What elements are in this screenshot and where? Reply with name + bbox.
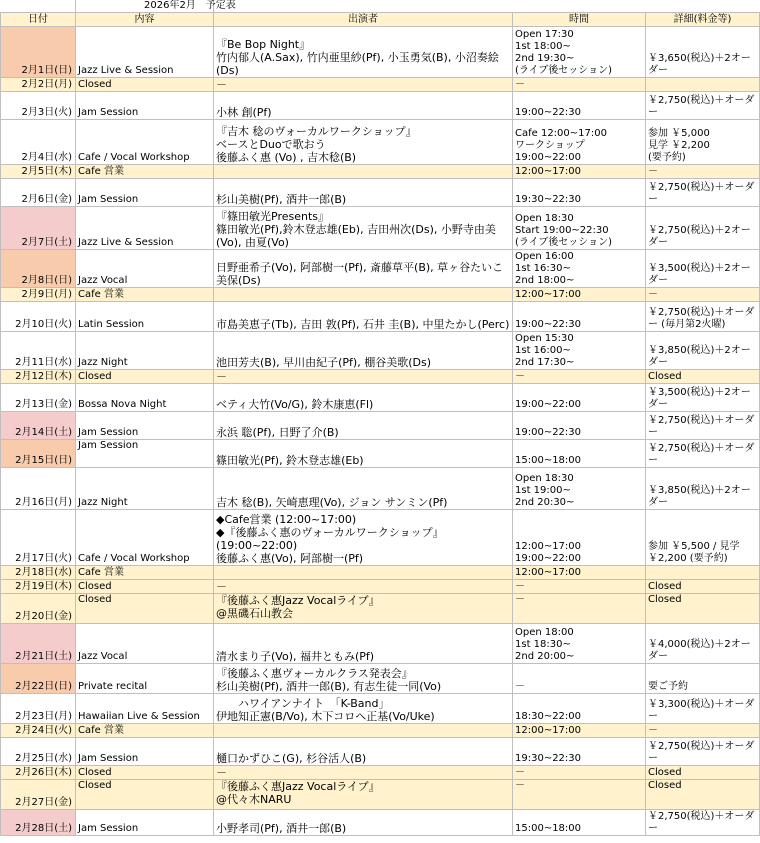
table-row	[1, 624, 760, 664]
cell-date: 2月4日(水)	[1, 120, 76, 165]
cell-time: －	[513, 664, 646, 694]
cell-date: 2月5日(木)	[1, 165, 76, 179]
cell-performers: 『篠田敏光Presents』 篠田敏光(Pf),鈴木登志雄(Eb), 吉田州次(Ds), 小野寺由美(Vo), 由夏(Vo)	[214, 207, 513, 250]
table-row	[1, 332, 760, 370]
cell-time: 15:00~18:00	[513, 810, 646, 836]
cell-date: 2月3日(火)	[1, 92, 76, 120]
cell-time: －	[513, 766, 646, 780]
cell-date: 2月15日(日)	[1, 440, 76, 468]
cell-content: Cafe / Vocal Workshop	[76, 510, 214, 566]
cell-performers: 小林 創(Pf)	[214, 92, 513, 120]
header-detail: 詳細(料金等)	[646, 13, 760, 27]
cell-time: 12:00~17:00	[513, 288, 646, 302]
cell-detail: 参加 ￥5,000 見学 ￥2,200 (要予約)	[646, 120, 760, 165]
cell-time: 19:30~22:30	[513, 738, 646, 766]
cell-date: 2月7日(土)	[1, 207, 76, 250]
cell-performers: －	[214, 78, 513, 92]
cell-time: Open 18:30 Start 19:00~22:30 (ライブ後セッション)	[513, 207, 646, 250]
cell-date: 2月26日(木)	[1, 766, 76, 780]
cell-detail: ￥3,650(税込)＋2オーダー	[646, 27, 760, 78]
cell-date: 2月17日(火)	[1, 510, 76, 566]
cell-content: Jazz Night	[76, 468, 214, 510]
cell-performers: 『吉木 稔のヴォーカルワークショップ』 ベースとDuoで歌おう 後藤ふく惠 (Vo) , 吉木稔(B)	[214, 120, 513, 165]
cell-content: Cafe 営業	[76, 165, 214, 179]
cell-detail: ￥3,500(税込)＋2オーダー	[646, 384, 760, 412]
table-row	[1, 566, 760, 580]
cell-performers: －	[214, 766, 513, 780]
cell-performers: 日野亜希子(Vo), 阿部樹一(Pf), 斎藤草平(B), 草ヶ谷たいこ美保(Ds)	[214, 250, 513, 288]
cell-performers: －	[214, 580, 513, 594]
cell-detail: Closed	[646, 766, 760, 780]
cell-time: 19:00~22:00	[513, 384, 646, 412]
cell-time: －	[513, 594, 646, 624]
cell-detail: ￥3,500(税込)＋2オーダー	[646, 250, 760, 288]
cell-date: 2月28日(土)	[1, 810, 76, 836]
cell-content: Jazz Vocal	[76, 624, 214, 664]
cell-performers: ベティ大竹(Vo/G), 鈴木康恵(Fl)	[214, 384, 513, 412]
cell-performers: 『後藤ふく惠Jazz Vocalライブ』 @代々木NARU	[214, 780, 513, 810]
cell-content: Jazz Live & Session	[76, 207, 214, 250]
header-time: 時間	[513, 13, 646, 27]
cell-time: 12:00~17:00	[513, 566, 646, 580]
cell-detail: Closed	[646, 580, 760, 594]
cell-content: Jam Session	[76, 810, 214, 836]
cell-performers: 『Be Bop Night』 竹内郁人(A.Sax), 竹内亜里紗(Pf), 小玉勇気(B), 小沼奏絵(Ds)	[214, 27, 513, 78]
cell-content: Cafe 営業	[76, 724, 214, 738]
table-row	[1, 179, 760, 207]
cell-content: Jam Session	[76, 412, 214, 440]
cell-date: 2月18日(水)	[1, 566, 76, 580]
cell-date: 2月20日(金)	[1, 594, 76, 624]
table-row	[1, 664, 760, 694]
table-row	[1, 370, 760, 384]
cell-content: Jam Session	[76, 440, 214, 468]
table-row	[1, 440, 760, 468]
cell-performers: 『後藤ふく惠Jazz Vocalライブ』 @黒磯石山教会	[214, 594, 513, 624]
table-row	[1, 165, 760, 179]
table-row	[1, 738, 760, 766]
cell-content: Closed	[76, 594, 214, 624]
cell-date: 2月14日(土)	[1, 412, 76, 440]
cell-detail: Closed	[646, 370, 760, 384]
table-row	[1, 694, 760, 724]
cell-date: 2月10日(火)	[1, 302, 76, 332]
cell-date: 2月12日(木)	[1, 370, 76, 384]
table-row	[1, 780, 760, 810]
table-row	[1, 766, 760, 780]
cell-date: 2月23日(月)	[1, 694, 76, 724]
cell-performers: ◆Cafe営業 (12:00~17:00) ◆『後藤ふく惠のヴォーカルワークショップ』 (19:00~22:00) 後藤ふく惠(Vo), 阿部樹一(Pf)	[214, 510, 513, 566]
cell-detail: ￥2,750(税込)＋オーダー	[646, 738, 760, 766]
cell-detail: －	[646, 288, 760, 302]
cell-content: Bossa Nova Night	[76, 384, 214, 412]
table-row	[1, 27, 760, 78]
cell-date: 2月2日(月)	[1, 78, 76, 92]
cell-content: Jazz Vocal	[76, 250, 214, 288]
cell-performers	[214, 165, 513, 179]
cell-performers: 清水まり子(Vo), 福井ともみ(Pf)	[214, 624, 513, 664]
cell-time: －	[513, 580, 646, 594]
table-row	[1, 384, 760, 412]
table-row	[1, 288, 760, 302]
cell-time: Open 15:30 1st 16:00~ 2nd 17:30~	[513, 332, 646, 370]
cell-performers: －	[214, 370, 513, 384]
cell-performers: 永浜 聡(Pf), 日野了介(B)	[214, 412, 513, 440]
cell-detail: ￥3,850(税込)＋2オーダー	[646, 332, 760, 370]
cell-time: 12:00~17:00 19:00~22:00	[513, 510, 646, 566]
table-row	[1, 120, 760, 165]
cell-time: Cafe 12:00~17:00 ワークショップ 19:00~22:00	[513, 120, 646, 165]
cell-performers: 篠田敏光(Pf), 鈴木登志雄(Eb)	[214, 440, 513, 468]
cell-time: 19:00~22:30	[513, 412, 646, 440]
cell-time: 18:30~22:00	[513, 694, 646, 724]
table-row	[1, 207, 760, 250]
table-row	[1, 468, 760, 510]
cell-detail: Closed	[646, 594, 760, 624]
cell-date: 2月21日(土)	[1, 624, 76, 664]
cell-time: 19:30~22:30	[513, 179, 646, 207]
cell-performers: ハワイアンナイト 「K-Band」 伊地知正憲(B/Vo), 木下コロヘ正基(Vo/Uke)	[214, 694, 513, 724]
cell-detail	[646, 78, 760, 92]
cell-detail: －	[646, 724, 760, 738]
cell-content: Jam Session	[76, 738, 214, 766]
cell-performers: 樋口かずひこ(G), 杉谷活人(B)	[214, 738, 513, 766]
table-row	[1, 302, 760, 332]
cell-time: Open 17:30 1st 18:00~ 2nd 19:30~ (ライブ後セッション)	[513, 27, 646, 78]
cell-performers: 池田芳夫(B), 早川由紀子(Pf), 棚谷美歌(Ds)	[214, 332, 513, 370]
cell-time: Open 18:00 1st 18:30~ 2nd 20:00~	[513, 624, 646, 664]
cell-time: 19:00~22:30	[513, 302, 646, 332]
cell-content: Jam Session	[76, 179, 214, 207]
cell-detail: 要ご予約	[646, 664, 760, 694]
table-row	[1, 250, 760, 288]
cell-content: Closed	[76, 780, 214, 810]
cell-detail: ￥2,750(税込)＋オーダー (毎月第2火曜)	[646, 302, 760, 332]
cell-content: Jam Session	[76, 92, 214, 120]
cell-detail: ￥3,300(税込)＋オーダー	[646, 694, 760, 724]
cell-date: 2月27日(金)	[1, 780, 76, 810]
cell-detail: －	[646, 165, 760, 179]
table-row	[1, 594, 760, 624]
cell-date: 2月8日(日)	[1, 250, 76, 288]
header-date: 日付	[1, 13, 76, 27]
cell-date: 2月19日(木)	[1, 580, 76, 594]
cell-performers: 市島美恵子(Tb), 吉田 敦(Pf), 石井 圭(B), 中里たかし(Perc)	[214, 302, 513, 332]
cell-time: －	[513, 780, 646, 810]
cell-content: Jazz Live & Session	[76, 27, 214, 78]
cell-performers: 小野孝司(Pf), 酒井一郎(B)	[214, 810, 513, 836]
cell-performers	[214, 566, 513, 580]
table-row	[1, 510, 760, 566]
cell-detail: ￥4,000(税込)＋2オーダー	[646, 624, 760, 664]
cell-time: －	[513, 370, 646, 384]
cell-performers: 杉山美樹(Pf), 酒井一郎(B)	[214, 179, 513, 207]
cell-detail	[646, 566, 760, 580]
table-row	[1, 810, 760, 836]
cell-time: 15:00~18:00	[513, 440, 646, 468]
cell-time: Open 16:00 1st 16:30~ 2nd 18:00~	[513, 250, 646, 288]
cell-performers: 『後藤ふく惠ヴォーカルクラス発表会』 杉山美樹(Pf), 酒井一郎(B), 有志生徒一同(Vo)	[214, 664, 513, 694]
cell-content: Private recital	[76, 664, 214, 694]
cell-time: 19:00~22:30	[513, 92, 646, 120]
cell-content: Closed	[76, 766, 214, 780]
table-row	[1, 580, 760, 594]
cell-detail: ￥2,750(税込)＋2オーダー	[646, 207, 760, 250]
cell-performers	[214, 288, 513, 302]
table-row	[1, 78, 760, 92]
cell-date: 2月6日(金)	[1, 179, 76, 207]
caption-row	[1, 0, 760, 13]
cell-content: Latin Session	[76, 302, 214, 332]
cell-detail: 参加 ￥5,500 / 見学 ￥2,200 (要予約)	[646, 510, 760, 566]
cell-time: －	[513, 78, 646, 92]
cell-detail: ￥3,850(税込)＋2オーダー	[646, 468, 760, 510]
cell-detail: ￥2,750(税込)＋オーダー	[646, 440, 760, 468]
cell-date: 2月16日(月)	[1, 468, 76, 510]
cell-content: Closed	[76, 370, 214, 384]
cell-content: Closed	[76, 580, 214, 594]
cell-content: Jazz Night	[76, 332, 214, 370]
cell-time: 12:00~17:00	[513, 165, 646, 179]
header-content: 内容	[76, 13, 214, 27]
cell-content: Cafe / Vocal Workshop	[76, 120, 214, 165]
cell-content: Hawaiian Live & Session	[76, 694, 214, 724]
cell-date: 2月25日(水)	[1, 738, 76, 766]
cell-detail: ￥2,750(税込)＋オーダー	[646, 810, 760, 836]
cell-detail: ￥2,750(税込)＋オーダー	[646, 179, 760, 207]
cell-date: 2月11日(水)	[1, 332, 76, 370]
cell-date: 2月13日(金)	[1, 384, 76, 412]
cell-detail: ￥2,750(税込)＋オーダー	[646, 412, 760, 440]
cell-date: 2月24日(火)	[1, 724, 76, 738]
cell-detail: ￥2,750(税込)＋オーダー	[646, 92, 760, 120]
cell-time: Open 18:30 1st 19:00~ 2nd 20:30~	[513, 468, 646, 510]
cell-performers	[214, 724, 513, 738]
cell-content: Cafe 営業	[76, 288, 214, 302]
cell-time: 12:00~17:00	[513, 724, 646, 738]
cell-content: Closed	[76, 78, 214, 92]
table-row	[1, 92, 760, 120]
cell-detail: Closed	[646, 780, 760, 810]
header-performers: 出演者	[214, 13, 513, 27]
cell-date: 2月22日(日)	[1, 664, 76, 694]
page-title: 2026年2月 予定表	[144, 0, 236, 11]
header-row	[1, 13, 760, 27]
cell-content: Cafe 営業	[76, 566, 214, 580]
cell-date: 2月1日(日)	[1, 27, 76, 78]
cell-performers: 吉木 稔(B), 矢崎恵理(Vo), ジョン サンミン(Pf)	[214, 468, 513, 510]
table-row	[1, 412, 760, 440]
table-row	[1, 724, 760, 738]
cell-date: 2月9日(月)	[1, 288, 76, 302]
